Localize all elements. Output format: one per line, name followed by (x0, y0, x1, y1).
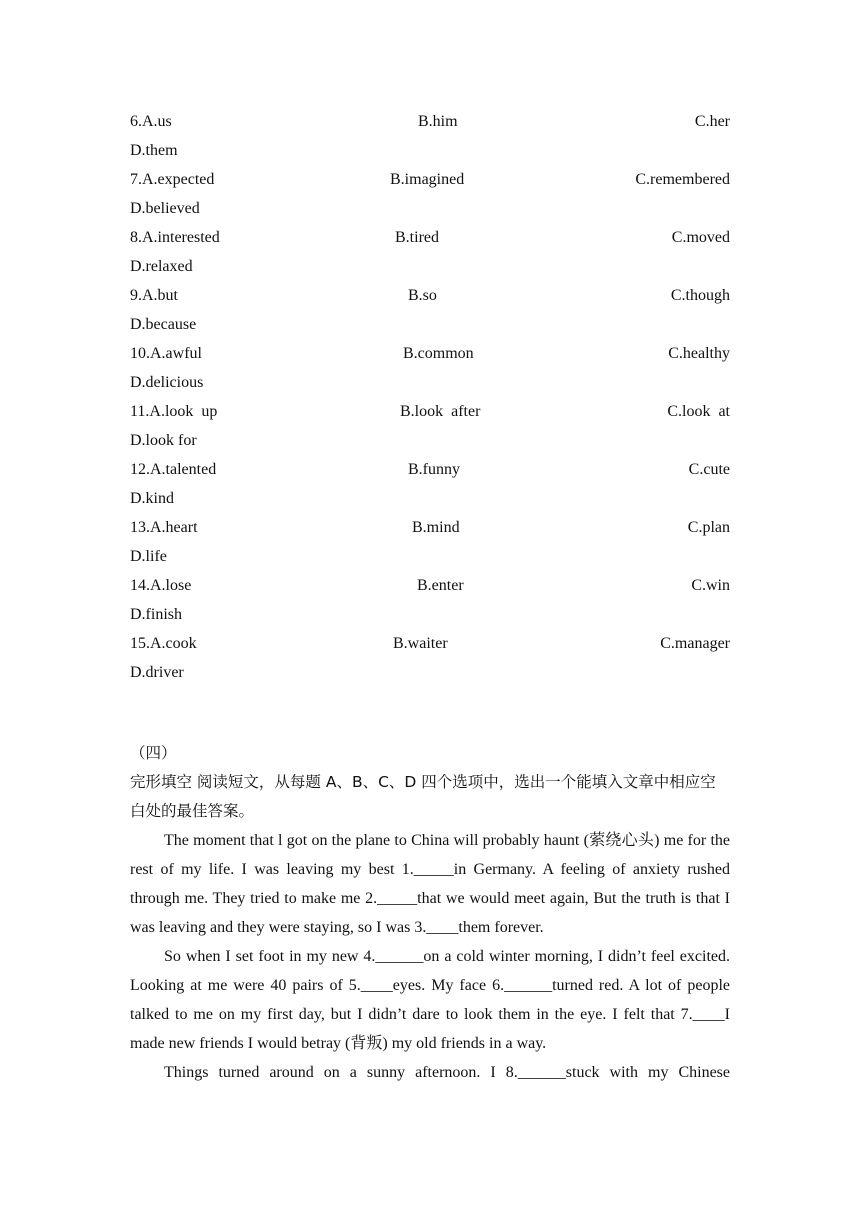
option-a: 12.A.talented (130, 461, 217, 478)
option-d: D.look for (130, 432, 197, 449)
option-b: B.look after (400, 403, 481, 420)
option-a: 7.A.expected (130, 171, 215, 188)
option-c: C.win (691, 577, 730, 594)
document-page (130, 107, 730, 1087)
section-instruction: 完形填空 阅读短文，从每题 A、B、C、D 四个选项中，选出一个能填入文章中相应空白处的最佳答案。 (130, 773, 716, 820)
option-b: B.mind (412, 519, 460, 536)
option-d: D.delicious (130, 374, 204, 391)
option-b: B.tired (395, 229, 439, 246)
option-c: C.cute (688, 461, 730, 478)
option-c: C.healthy (668, 345, 730, 362)
option-b: B.funny (408, 461, 460, 478)
option-row-7 (130, 165, 730, 194)
option-d: D.believed (130, 200, 200, 217)
option-row-11 (130, 397, 730, 426)
option-c: C.though (670, 287, 730, 304)
option-d: D.because (130, 316, 197, 333)
option-row-13 (130, 513, 730, 542)
option-b: B.him (418, 113, 458, 130)
passage-paragraph-1: The moment that l got on the plane to China will probably haunt (萦绕心头) me for the rest of my life. I was leaving my best 1._____in Germany. A feeling of anxiety rushed through me. They tried to make me 2._____that we would meet again, But the truth is that I was leaving and they were staying, so I was 3.____them forever. (130, 832, 730, 936)
option-row-12 (130, 455, 730, 484)
passage-paragraph-3: Things turned around on a sunny afternoon. I 8.______stuck with my Chinese (164, 1064, 730, 1081)
option-row-8 (130, 223, 730, 252)
option-b: B.common (403, 345, 474, 362)
option-b: B.so (408, 287, 437, 304)
option-a: 8.A.interested (130, 229, 220, 246)
option-c: C.moved (671, 229, 730, 246)
option-a: 9.A.but (130, 287, 178, 304)
option-d: D.driver (130, 664, 184, 681)
option-d: D.finish (130, 606, 182, 623)
option-row-10 (130, 339, 730, 368)
option-a: 10.A.awful (130, 345, 202, 362)
option-row-15 (130, 629, 730, 658)
option-c: C.her (694, 113, 730, 130)
option-a: 14.A.lose (130, 577, 192, 594)
option-b: B.waiter (393, 635, 448, 652)
option-b: B.enter (417, 577, 464, 594)
option-c: C.remembered (635, 171, 730, 188)
option-a: 6.A.us (130, 113, 172, 130)
option-c: C.manager (660, 635, 730, 652)
section-label: （四） (130, 744, 177, 762)
option-c: C.plan (687, 519, 730, 536)
option-d: D.relaxed (130, 258, 193, 275)
option-b: B.imagined (390, 171, 465, 188)
options-list (130, 107, 730, 687)
option-row-9 (130, 281, 730, 310)
option-a: 15.A.cook (130, 635, 197, 652)
option-d: D.kind (130, 490, 174, 507)
option-row-6 (130, 107, 730, 136)
passage-paragraph-2: So when I set foot in my new 4.______on a cold winter morning, I didn’t feel excited. Looking at me were 40 pairs of 5.____eyes. My face 6.______turned red. A lot of people talked to me on my first day, but I didn’t dare to look them in the eye. I felt that 7.____I made new friends I would betray (背叛) my old friends in a way. (130, 948, 730, 1052)
option-a: 13.A.heart (130, 519, 198, 536)
option-a: 11.A.look up (130, 403, 218, 420)
option-c: C.look at (667, 403, 730, 420)
option-d: D.life (130, 548, 167, 565)
option-d: D.them (130, 142, 178, 159)
option-row-14 (130, 571, 730, 600)
